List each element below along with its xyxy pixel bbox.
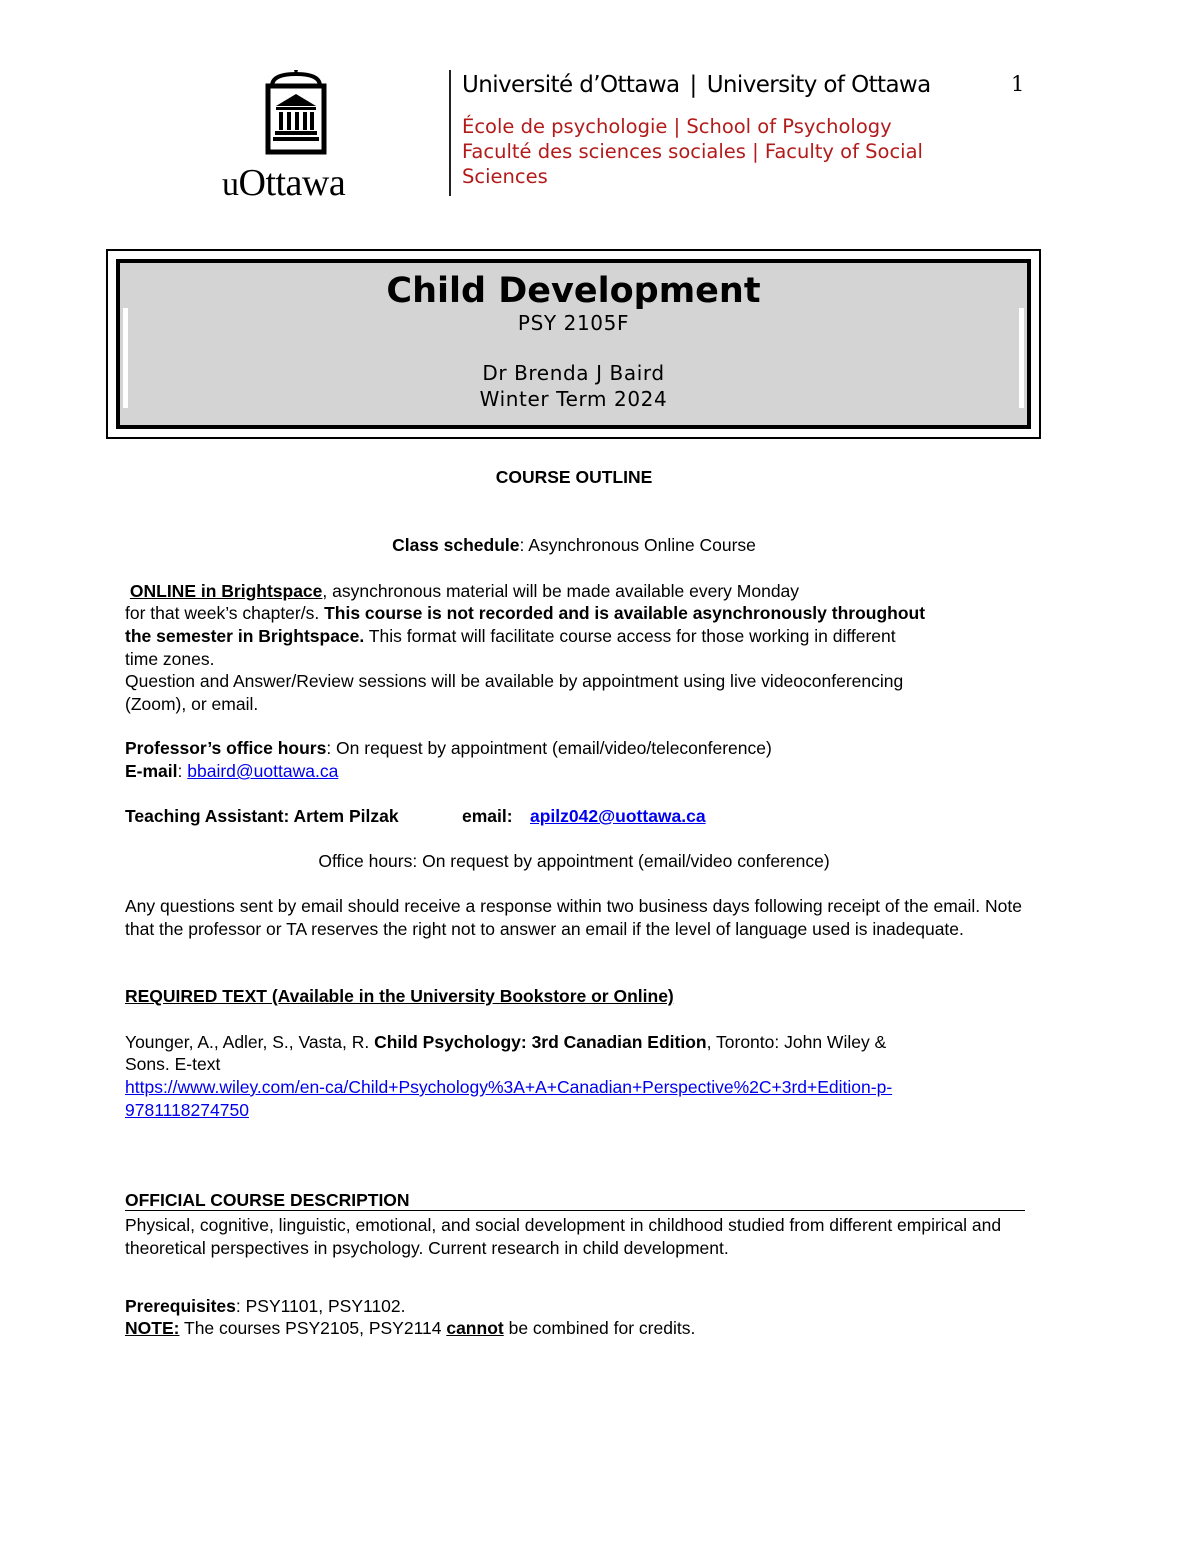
course-title-box — [106, 249, 1041, 439]
class-schedule: Class schedule: Asynchronous Online Course — [392, 535, 756, 555]
ta-office-hours: Office hours: On request by appointment (email/video conference) — [318, 851, 830, 871]
description-heading: OFFICIAL COURSE DESCRIPTION — [125, 1190, 410, 1210]
required-text-heading: REQUIRED TEXT (Available in the University Bookstore or Online) — [125, 986, 674, 1006]
ta-email-link[interactable]: apilz042@uottawa.ca — [530, 806, 706, 826]
prerequisites: Prerequisites: PSY1101, PSY1102. — [125, 1296, 406, 1316]
online-line-1: ONLINE in Brightspace, asynchronous material will be made available every Monday — [129, 581, 800, 601]
online-line-2: for that week’s chapter/s. This course is not recorded and is available asynchronously throughout — [125, 603, 926, 623]
course-code: PSY 2105F — [517, 311, 630, 335]
professor-office-hours: Professor’s office hours: On request by appointment (email/video/teleconference) — [125, 738, 772, 758]
professor-email-link[interactable]: bbaird@uottawa.ca — [187, 761, 339, 781]
page-number: 1 — [1011, 72, 1025, 96]
citation-line-1: Younger, A., Adler, S., Vasta, R. Child Psychology: 3rd Canadian Edition, Toronto: John Wiley & — [125, 1032, 887, 1052]
university-name: Université d’Ottawa | University of Ottawa — [462, 72, 931, 98]
professor-name: Dr Brenda J Baird — [482, 361, 665, 385]
school-faculty-block — [462, 114, 942, 188]
course-outline-heading: COURSE OUTLINE — [495, 467, 653, 487]
faculty-line: Faculté des sciences sociales | Faculty of Social Sciences — [462, 140, 923, 188]
ta-name: Teaching Assistant: Artem Pilzak — [125, 806, 399, 826]
email-policy: Any questions sent by email should receive a response within two business days following receipt of the email. Note that the professor or TA reserves the right not to answer an email if the level of language used is inadequate. — [125, 896, 1022, 939]
description-text: Physical, cognitive, linguistic, emotional, and social development in childhood studied from different empirical and theoretical perspectives in psychology. Current research in child development. — [125, 1215, 1002, 1258]
ta-email-label: email: — [462, 806, 513, 826]
citation-url — [125, 1076, 892, 1121]
course-title: Child Development — [386, 271, 761, 311]
university-building-icon — [258, 70, 334, 152]
online-line-4: time zones. — [125, 649, 215, 669]
qa-line-2: (Zoom), or email. — [125, 694, 259, 714]
uottawa-logo-wordmark: uOttawa — [222, 162, 346, 204]
professor-email: E-mail: bbaird@uottawa.ca — [125, 761, 339, 781]
description-rule — [125, 1210, 1025, 1211]
school-line: École de psychologie | School of Psychology — [462, 115, 892, 138]
online-line-3: the semester in Brightspace. This format will facilitate course access for those working in different — [125, 626, 896, 646]
ta-email — [530, 805, 706, 828]
textbook-link[interactable]: https://www.wiley.com/en-ca/Child+Psychology%3A+A+Canadian+Perspective%2C+3rd+Edition-p- 9781118274750 — [125, 1077, 893, 1120]
qa-line-1: Question and Answer/Review sessions will be available by appointment using live videoconferencing — [125, 671, 904, 691]
citation-line-2: Sons. E-text — [125, 1054, 221, 1074]
credit-note: NOTE: The courses PSY2105, PSY2114 cannot be combined for credits. — [125, 1318, 696, 1338]
header-divider — [449, 70, 451, 196]
course-term: Winter Term 2024 — [479, 387, 668, 411]
